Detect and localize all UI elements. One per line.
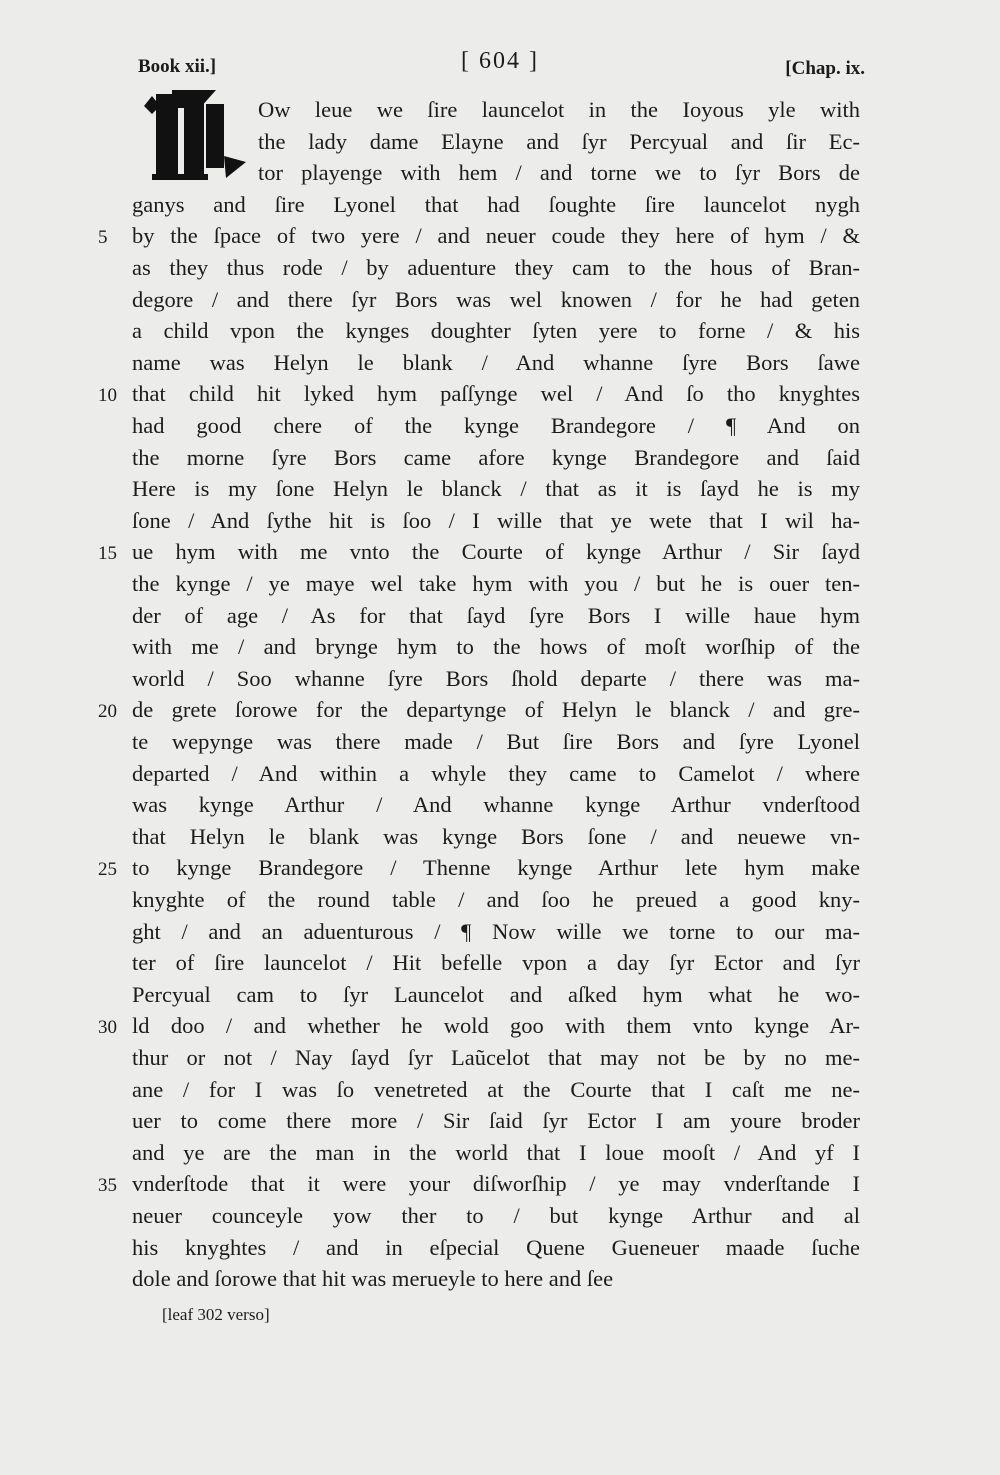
line-number: 5 (98, 227, 108, 249)
text-line: to kynge Brandegore / Thenne kynge Arthur lete hym make (132, 855, 860, 881)
leaf-note: [leaf 302 verso] (162, 1305, 270, 1324)
text-line: name was Helyn le blank / And whanne ſyre Bors ſawe (132, 349, 860, 375)
text-line: thur or not / Nay ſayd ſyr Laũcelot that may not be by no me- (132, 1045, 860, 1070)
text-line: de grete ſorowe for the departynge of Helyn le blanck / and gre- (132, 697, 860, 723)
text-line: degore / and there ſyr Bors was wel knowen / for he had geten (132, 286, 860, 312)
text-line: had good chere of the kynge Brandegore / ¶ And on (132, 413, 860, 438)
text-line: der of age / As for that ſayd ſyre Bors I wille haue hym (132, 602, 860, 628)
text-line: neuer counceyle yow ther to / but kynge Arthur and al (132, 1203, 860, 1228)
text-line: by the ſpace of two yere / and neuer coude they here of hym / & (132, 223, 860, 249)
text-line: with me / and brynge hym to the hows of moſt worſhip of the (132, 634, 860, 660)
text-line: Here is my ſone Helyn le blanck / that as it is ſayd he is my (132, 476, 860, 502)
text-line: ght / and an aduenturous / ¶ Now wille we torne to our ma- (132, 918, 860, 944)
text-line: ſone / And ſythe hit is ſoo / I wille that ye wete that I wil ha- (132, 507, 860, 533)
chapter-reference: [Chap. ix. (785, 58, 865, 79)
text-line: the lady dame Elayne and ſyr Percyual and ſir Ec- (258, 128, 860, 154)
line-number: 15 (98, 543, 117, 565)
line-number: 25 (98, 859, 117, 881)
text-line: vnderſtode that it were your diſworſhip / ye may vnderſtande I (132, 1171, 860, 1197)
line-number: 30 (98, 1017, 117, 1039)
text-line: knyghte of the round table / and ſoo he preued a good kny- (132, 887, 860, 912)
text-line: as they thus rode / by aduenture they cam to the hous of Bran- (132, 255, 860, 280)
text-line: ue hym with me vnto the Courte of kynge Arthur / Sir ſayd (132, 539, 860, 565)
text-line: te wepynge was there made / But ſire Bors and ſyre Lyonel (132, 729, 860, 754)
book-reference: Book xii.] (138, 56, 217, 77)
text-line: ganys and ſire Lyonel that had ſoughte ſire launcelot nygh (132, 191, 860, 217)
text-line: that child hit lyked hym paſſynge wel / And ſo tho knyghtes (132, 381, 860, 407)
text-line: tor playenge with hem / and torne we to ſyr Bors de (258, 160, 860, 186)
page-number: [ 604 ] (461, 48, 539, 74)
text-line: dole and ſorowe that hit was merueyle to here and ſee (132, 1266, 614, 1292)
text-line: the kynge / ye maye wel take hym with you / but he is ouer ten- (132, 571, 860, 596)
text-line: ld doo / and whether he wold goo with them vnto kynge Ar- (132, 1013, 860, 1039)
text-line: world / Soo whanne ſyre Bors ſhold departe / there was ma- (132, 665, 860, 691)
text-line: a child vpon the kynges doughter ſyten yere to forne / & his (132, 318, 860, 344)
text-line: ane / for I was ſo venetreted at the Courte that I caſt me ne- (132, 1076, 860, 1102)
text-line: uer to come there more / Sir ſaid ſyr Ector I am youre broder (132, 1108, 860, 1134)
line-number: 35 (98, 1175, 117, 1197)
text-line: Ow leue we ſire launcelot in the Ioyous yle with (258, 97, 860, 122)
text-line: the morne ſyre Bors came afore kynge Brandegore and ſaid (132, 444, 860, 470)
text-line: that Helyn le blank was kynge Bors ſone / and neuewe vn- (132, 823, 860, 849)
text-line: Percyual cam to ſyr Launcelot and aſked hym what he wo- (132, 981, 860, 1007)
text-line: ter of ſire launcelot / Hit befelle vpon a day ſyr Ector and ſyr (132, 950, 860, 976)
text-line: and ye are the man in the world that I loue mooſt / And yf I (132, 1139, 860, 1165)
text-line: departed / And within a whyle they came to Camelot / where (132, 760, 860, 786)
decorated-initial-n (140, 86, 248, 184)
text-line: his knyghtes / and in eſpecial Quene Gueneuer maade ſuche (132, 1234, 860, 1260)
text-line: was kynge Arthur / And whanne kynge Arthur vnderſtood (132, 792, 860, 818)
line-number: 10 (98, 385, 117, 407)
line-number: 20 (98, 701, 117, 723)
